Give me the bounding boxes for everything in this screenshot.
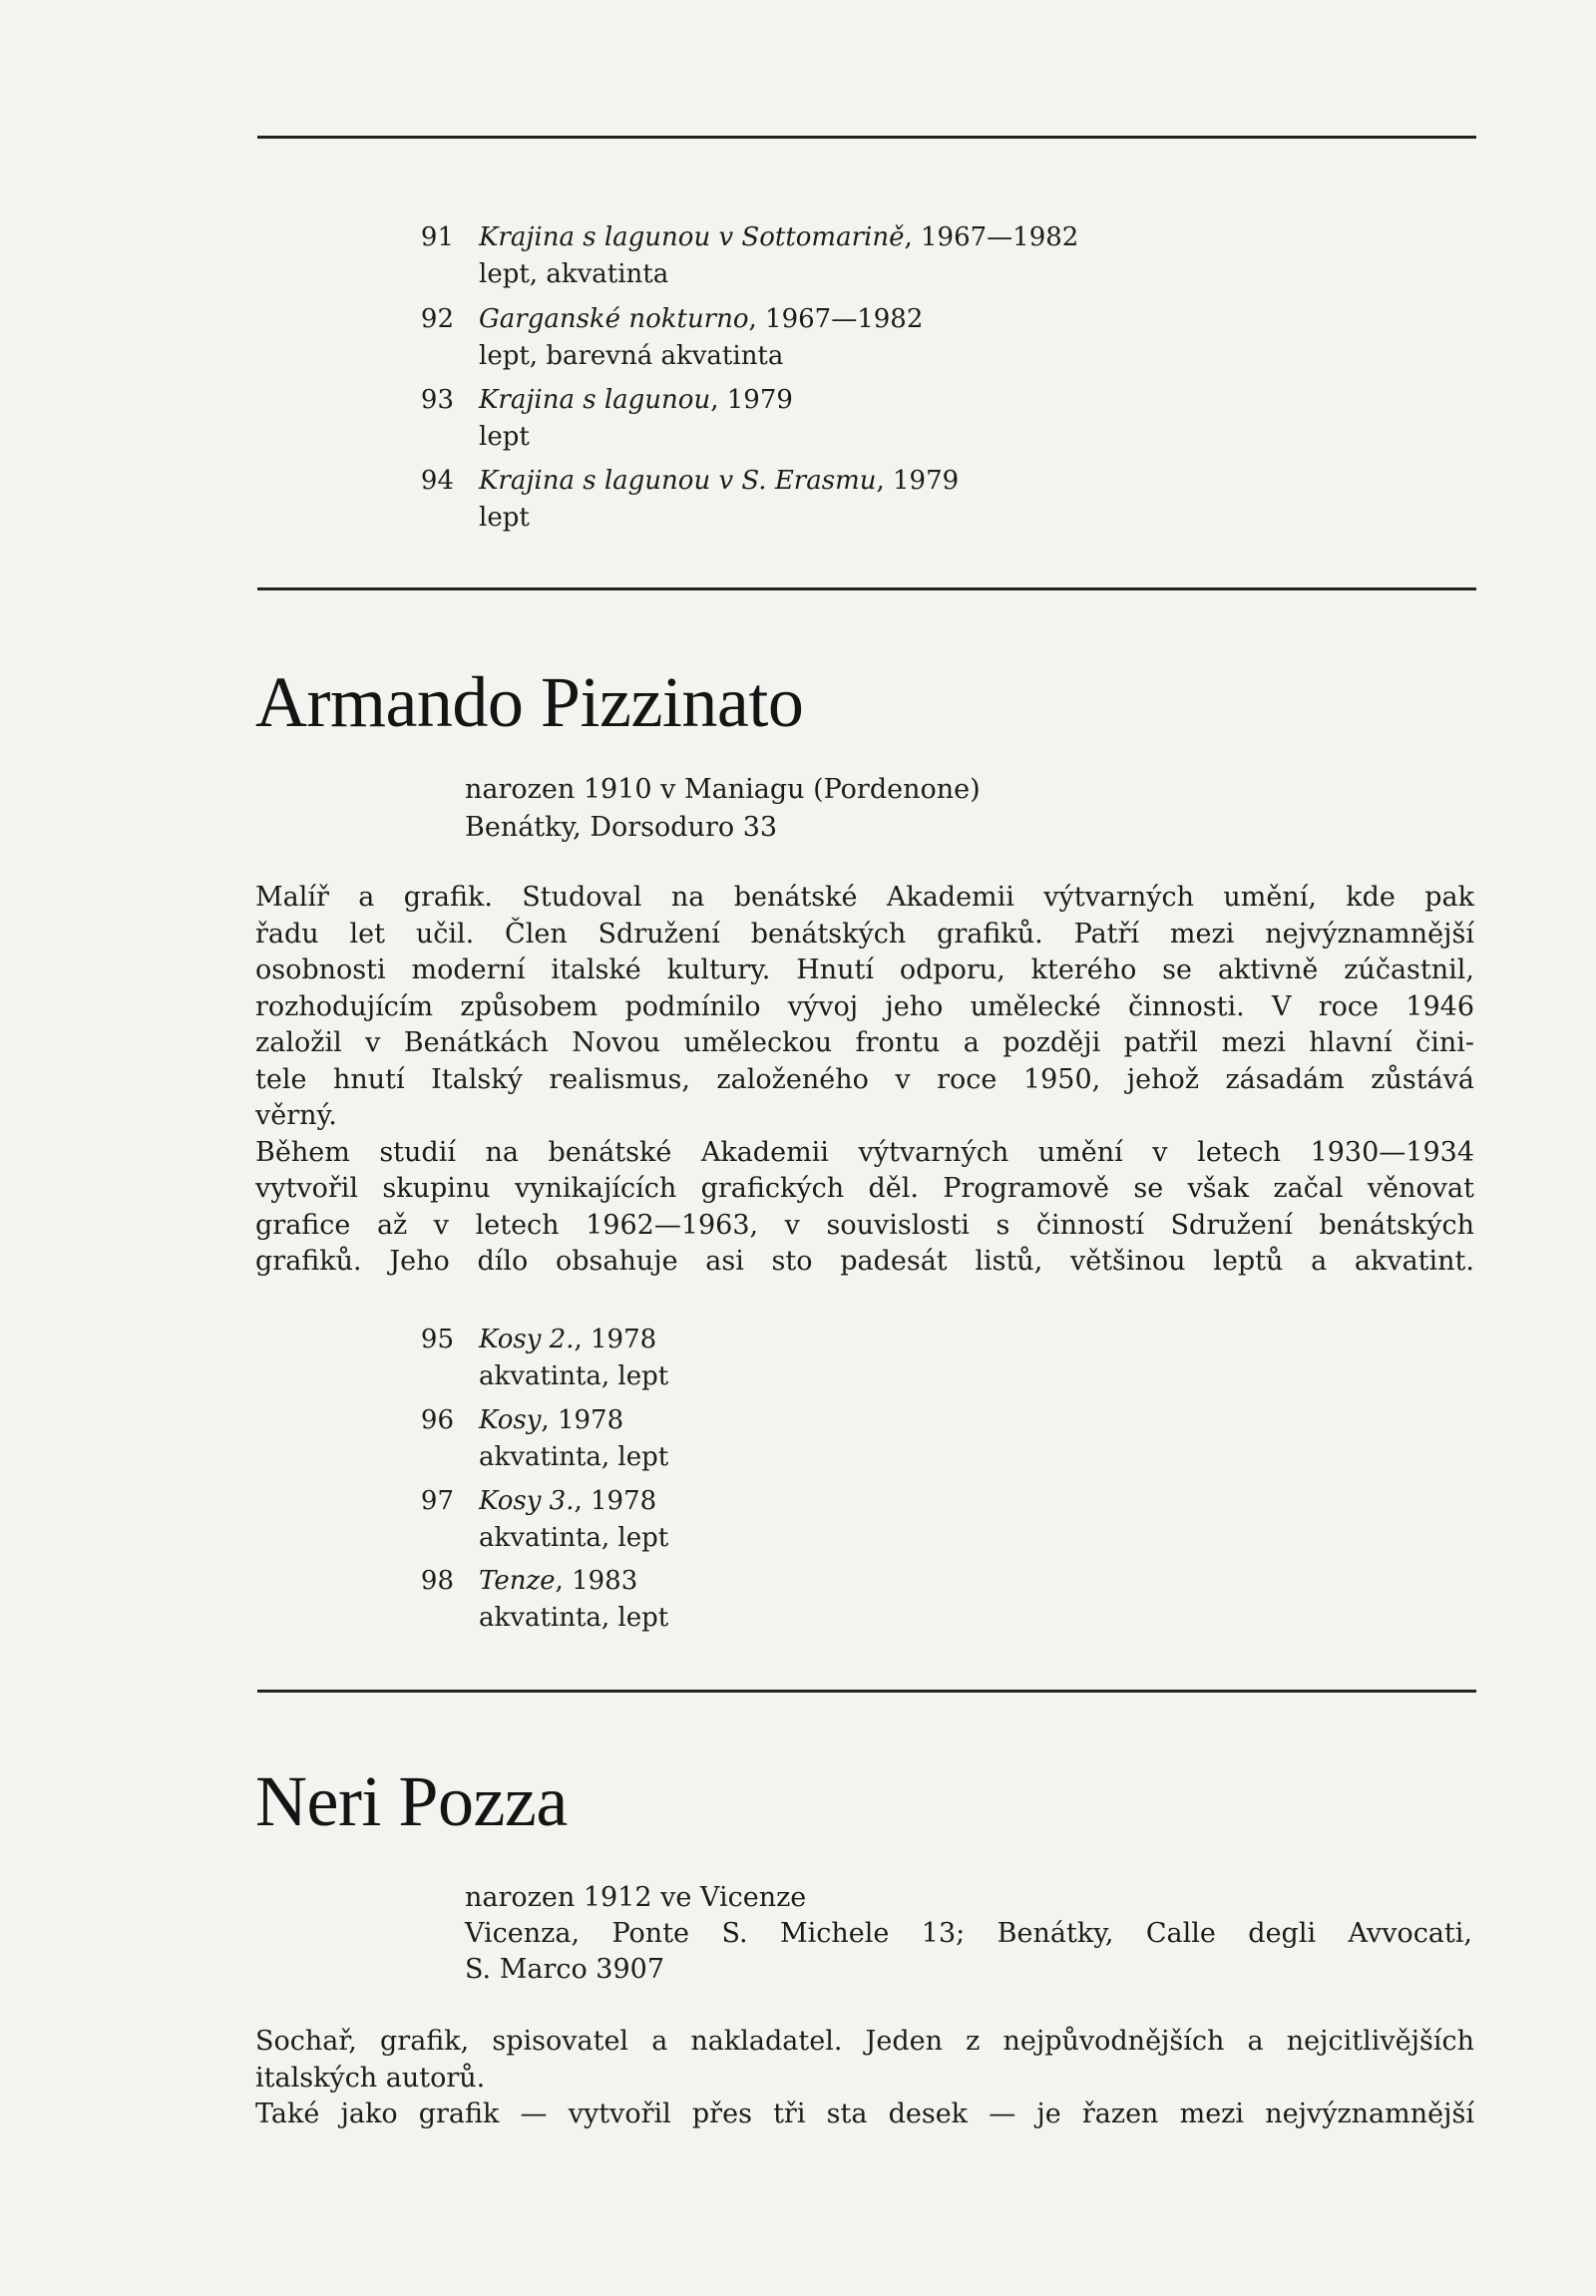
- entry-number: 98: [420, 1566, 454, 1596]
- entry-title: Kosy: [479, 1405, 542, 1435]
- entry-years: , 1979: [876, 466, 960, 496]
- entry-years: , 1978: [541, 1405, 624, 1435]
- bio-line: grafiků. Jeho dílo obsahuje asi sto padesát listů, většinou leptů a akvatint.: [255, 1246, 1474, 1277]
- entry-title: Krajina s lagunou v Sottomarině: [479, 222, 905, 252]
- entry-number: 95: [420, 1325, 454, 1354]
- entry-years: , 1983: [555, 1566, 638, 1596]
- entry-technique: akvatinta, lept: [479, 1523, 669, 1553]
- entry-title: Kosy 2.: [479, 1325, 575, 1354]
- bio-line: vytvořil skupinu vynikajících grafických děl. Programově se však začal věnovat: [255, 1173, 1474, 1204]
- section-rule: [257, 1690, 1476, 1693]
- entry-years: , 1967—1982: [748, 304, 924, 334]
- entry-technique: akvatinta, lept: [479, 1361, 669, 1391]
- entry-technique: lept: [479, 422, 530, 452]
- entry-title: Tenze: [479, 1566, 556, 1596]
- entry-years: , 1978: [574, 1486, 657, 1516]
- entry-technique: lept: [479, 503, 530, 533]
- bio-line: věrný.: [255, 1100, 337, 1131]
- entry-title: Krajina s lagunou v S. Erasmu: [479, 466, 877, 496]
- entry-technique: lept, akvatinta: [479, 259, 669, 289]
- top-rule: [257, 136, 1476, 139]
- artist-address: S. Marco 3907: [465, 1954, 665, 1985]
- bio-line: řadu let učil. Člen Sdružení benátských grafiků. Patří mezi nejvýznamnější: [255, 918, 1474, 950]
- entry-title: Krajina s lagunou: [479, 385, 711, 415]
- entry-number: 97: [420, 1486, 454, 1516]
- entry-technique: akvatinta, lept: [479, 1442, 669, 1472]
- entry-years: , 1978: [574, 1325, 657, 1354]
- entry-number: 94: [420, 466, 454, 496]
- entry-number: 96: [420, 1405, 454, 1435]
- bio-line: italských autorů.: [255, 2062, 486, 2094]
- entry-technique: lept, barevná akvatinta: [479, 341, 784, 371]
- artist-biography: [255, 2024, 1474, 2133]
- entry-technique: akvatinta, lept: [479, 1603, 669, 1633]
- entry-years: , 1979: [710, 385, 793, 415]
- entry-number: 91: [420, 222, 454, 252]
- entry-number: 92: [420, 304, 454, 334]
- bio-line: rozhodujícím způsobem podmínilo vývoj jeho umělecké činnosti. V roce 1946: [255, 990, 1474, 1022]
- artist-name: Armando Pizzinato: [255, 662, 804, 742]
- entry-title: Garganské nokturno: [479, 304, 749, 334]
- entry-number: 93: [420, 385, 454, 415]
- artist-address: Benátky, Dorsoduro 33: [465, 812, 778, 843]
- bio-line: tele hnutí Italský realismus, založeného v roce 1950, jehož zásadám zůstává: [255, 1063, 1474, 1095]
- artist-born: narozen 1912 ve Vicenze: [465, 1882, 807, 1913]
- entry-title: Kosy 3.: [479, 1486, 575, 1516]
- bio-line: Sochař, grafik, spisovatel a nakladatel. Jeden z nejpůvodnějších a nejcitlivějších: [255, 2026, 1474, 2057]
- bio-line: osobnosti moderní italské kultury. Hnutí odporu, kterého se aktivně zúčastnil,: [255, 955, 1474, 985]
- artist-address: Vicenza, Ponte S. Michele 13; Benátky, Calle degli Avvocati,: [465, 1918, 1472, 1949]
- artist-name: Neri Pozza: [255, 1761, 568, 1841]
- entry-years: , 1967—1982: [904, 222, 1079, 252]
- bio-line: grafice až v letech 1962—1963, v souvislosti s činností Sdružení benátských: [255, 1209, 1474, 1241]
- section-rule: [257, 587, 1476, 590]
- artist-biography: [255, 880, 1474, 1281]
- bio-line: Také jako grafik — vytvořil přes tři sta desek — je řazen mezi nejvýznamnější: [255, 2099, 1474, 2129]
- bio-line: založil v Benátkách Novou uměleckou frontu a později patřil mezi hlavní čini-: [255, 1027, 1474, 1058]
- artist-born: narozen 1910 v Maniagu (Pordenone): [465, 774, 981, 805]
- bio-line: Malíř a grafik. Studoval na benátské Akademii výtvarných umění, kde pak: [255, 882, 1474, 913]
- bio-line: Během studií na benátské Akademii výtvarných umění v letech 1930—1934: [255, 1136, 1474, 1168]
